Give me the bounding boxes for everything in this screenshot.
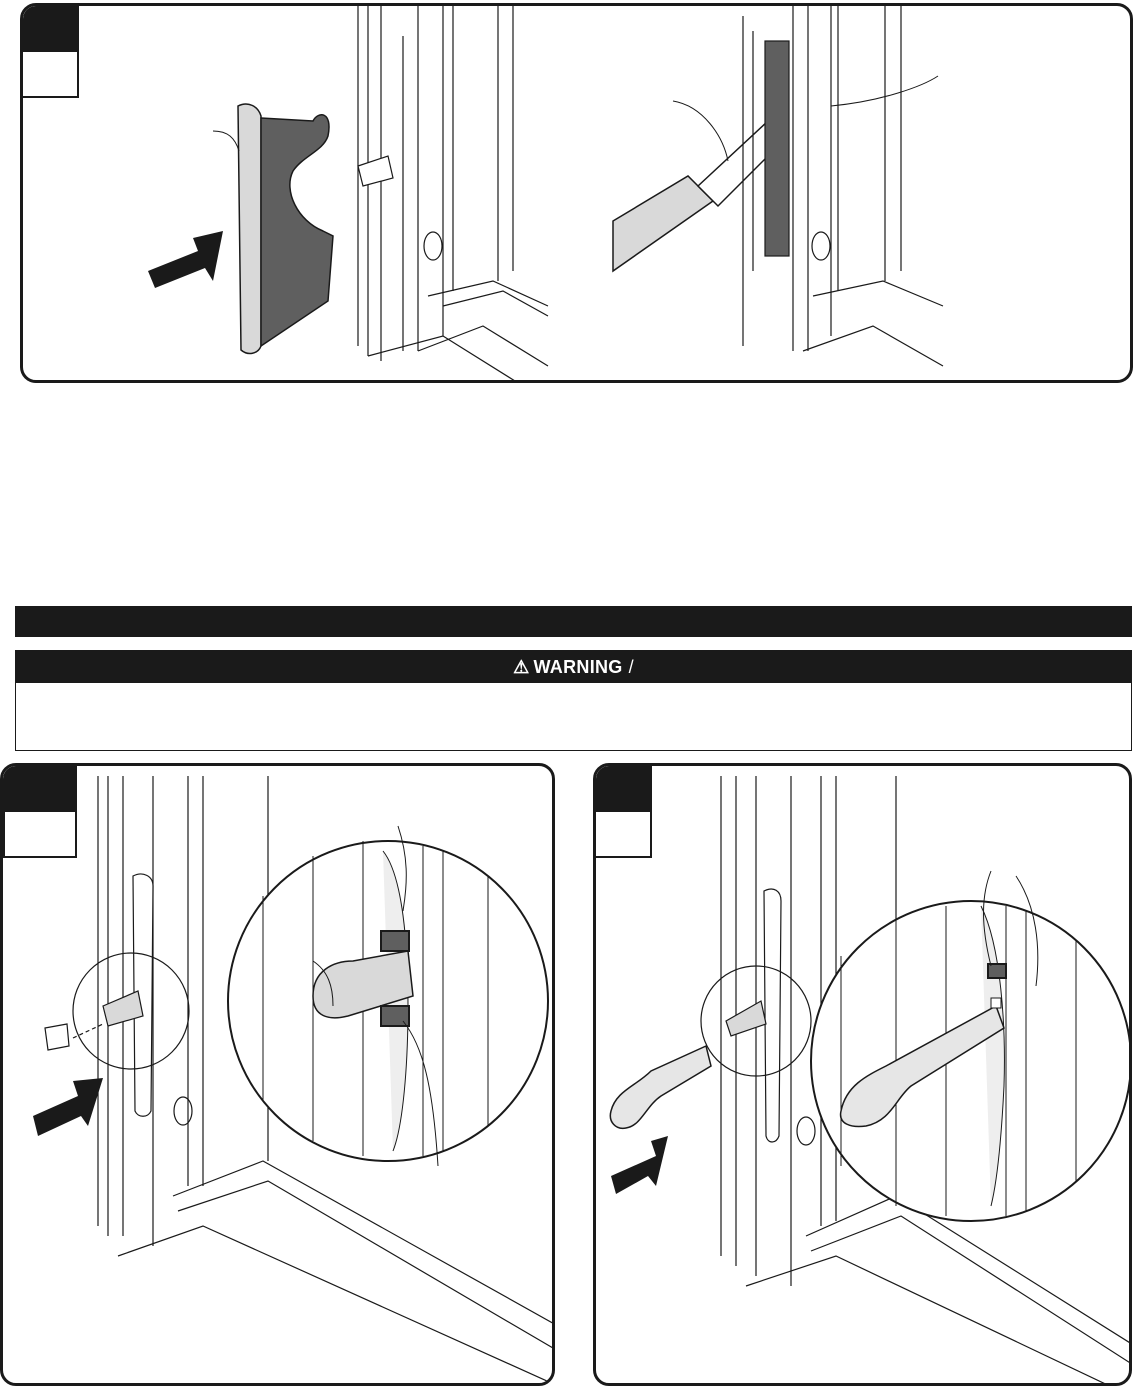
step-number-box-bottom-right [593,766,652,858]
bottom-left-illustration [3,766,555,1386]
door-frame-left [358,6,548,383]
warning-triangle-icon: ⚠ [513,656,530,677]
step-number-box-top [20,6,79,98]
step-number-header [20,8,77,52]
door-frame-right [743,6,943,366]
warning-separator: / [628,656,634,677]
section-header-bar [15,606,1132,637]
step-number-header [5,768,75,812]
zoom-circle [811,871,1131,1221]
illustration-panel-top [20,3,1133,383]
lever-handle-icon [610,1046,711,1128]
illustration-panel-bottom-right [593,763,1132,1386]
handle-plate-icon [213,104,333,353]
top-illustration [23,6,1133,383]
warning-header [16,651,1131,683]
illustration-panel-bottom-left [0,763,555,1386]
warning-box [15,650,1132,751]
push-arrow-icon [33,1078,103,1136]
bottom-right-illustration [596,766,1132,1386]
push-arrow-icon [148,231,223,288]
push-arrow-icon [611,1136,668,1194]
zoom-circle [228,826,548,1166]
step-number-header [593,768,650,812]
step-number-box-bottom-left [3,766,77,858]
putty-knife-icon [613,101,783,271]
warning-title: WARNING [533,656,623,677]
